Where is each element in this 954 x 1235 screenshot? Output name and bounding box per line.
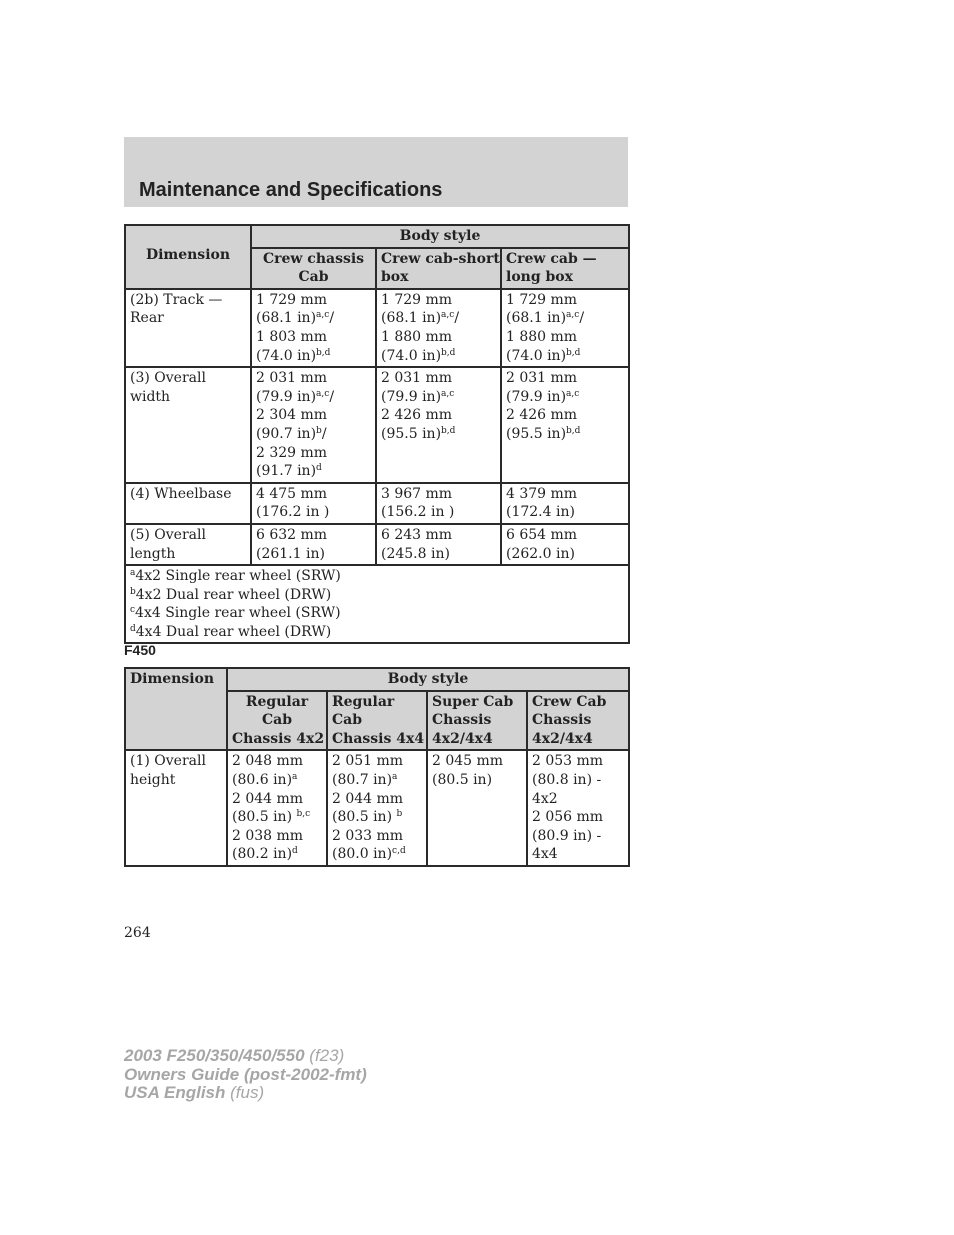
cell-line: [532, 752, 624, 771]
cell-value: (74.0 in): [381, 347, 442, 364]
table-cell: [527, 750, 629, 866]
cell-line: [232, 790, 322, 809]
table-cell: [376, 483, 501, 524]
cell-separator: /: [329, 388, 335, 405]
column-header: [251, 248, 376, 289]
footnote-ref: d: [292, 846, 298, 857]
footnote-ref: b,c: [296, 809, 311, 820]
footer-guide: Owners Guide (post-2002-fmt): [124, 1064, 367, 1084]
cell-line: [256, 485, 371, 504]
footer-line-2: [124, 1066, 367, 1085]
cell-line: [256, 347, 371, 366]
column-header-line: Cab: [332, 712, 363, 729]
cell-value: (79.9 in): [256, 388, 317, 405]
footnote-text: 4x4 Single rear wheel (SRW): [135, 605, 341, 622]
cell-line: [232, 845, 322, 864]
row-label: [125, 289, 251, 367]
cell-value: (68.1 in): [506, 310, 567, 327]
cell-value: 2 044 mm: [332, 790, 404, 807]
cell-value: 2 056 mm: [532, 809, 604, 826]
cell-line: [256, 545, 371, 564]
column-header: [501, 248, 629, 289]
cell-value: 4x4: [532, 846, 558, 863]
cell-value: (80.6 in): [232, 771, 293, 788]
cell-value: (74.0 in): [256, 347, 317, 364]
cell-value: (176.2 in ): [256, 504, 330, 521]
cell-line: [506, 347, 624, 366]
cell-line: [506, 369, 624, 388]
cell-value: 2 329 mm: [256, 444, 328, 461]
row-label-line: width: [130, 388, 171, 405]
footnote-ref: b: [316, 425, 322, 436]
table-cell: [501, 483, 629, 524]
cell-value: 2 048 mm: [232, 753, 304, 770]
cell-value: (79.9 in): [506, 388, 567, 405]
spec-table-body-styles: [124, 224, 630, 644]
body-style-header: Body style: [227, 668, 629, 691]
footer-language-code: (fus): [230, 1083, 265, 1102]
column-header-line: long box: [506, 269, 573, 286]
spec-table-f450: [124, 667, 630, 867]
table-cell: [251, 367, 376, 483]
cell-value: 2 051 mm: [332, 753, 404, 770]
section-title: Maintenance and Specifications: [139, 179, 443, 201]
cell-line: [506, 406, 624, 425]
cell-line: [256, 369, 371, 388]
footnote-ref: a,c: [441, 310, 455, 321]
cell-line: [432, 752, 522, 771]
table-cell: [376, 524, 501, 565]
table-cell: [251, 289, 376, 367]
cell-line: [432, 771, 522, 790]
cell-line: [256, 328, 371, 347]
cell-value: (90.7 in): [256, 425, 317, 442]
footnote-ref: c,d: [392, 846, 406, 857]
cell-line: [332, 752, 422, 771]
table-cell: [376, 367, 501, 483]
cell-line: [506, 485, 624, 504]
cell-value: (245.8 in): [381, 545, 450, 562]
row-label-line: (4) Wheelbase: [130, 485, 232, 502]
footnote-ref: b,d: [566, 425, 581, 436]
cell-line: [506, 309, 624, 328]
cell-line: [381, 425, 496, 444]
cell-separator: /: [454, 310, 460, 327]
column-header-line: 4x2/4x4: [432, 730, 493, 747]
cell-value: 2 031 mm: [506, 370, 578, 387]
footnote-mark: a: [130, 568, 136, 579]
cell-line: [381, 526, 496, 545]
cell-line: [381, 503, 496, 522]
cell-line: [506, 545, 624, 564]
column-header-line: Crew chassis: [262, 250, 365, 267]
cell-value: 6 632 mm: [256, 526, 328, 543]
cell-value: (80.2 in): [232, 846, 293, 863]
document-footer: [124, 1047, 367, 1103]
footnote-text: 4x4 Dual rear wheel (DRW): [135, 623, 332, 640]
column-header-line: box: [381, 269, 409, 286]
page-number: 264: [124, 925, 151, 941]
table-row: [125, 483, 629, 524]
cell-line: [256, 526, 371, 545]
cell-line: [381, 328, 496, 347]
cell-value: (74.0 in): [506, 347, 567, 364]
cell-value: 4 475 mm: [256, 485, 328, 502]
footer-model: 2003 F250/350/450/550: [124, 1046, 305, 1065]
footnote: [130, 604, 624, 623]
cell-line: [532, 790, 624, 809]
cell-line: [256, 425, 371, 444]
footer-line-1: [124, 1047, 367, 1066]
cell-line: [532, 827, 624, 846]
table-row: [125, 289, 629, 367]
cell-value: (95.5 in): [381, 425, 442, 442]
cell-value: 2 045 mm: [432, 753, 504, 770]
footnote-ref: b,d: [316, 347, 331, 358]
cell-value: (95.5 in): [506, 425, 567, 442]
footnote-ref: a,c: [566, 310, 580, 321]
footer-model-code: (f23): [309, 1046, 345, 1065]
footnote-ref: d: [316, 463, 322, 474]
cell-line: [256, 503, 371, 522]
cell-value: 1 729 mm: [506, 291, 578, 308]
cell-separator: /: [329, 310, 335, 327]
cell-value: (68.1 in): [256, 310, 317, 327]
cell-value: 1 880 mm: [506, 328, 578, 345]
footnote-ref: a,c: [441, 388, 455, 399]
cell-line: [232, 752, 322, 771]
column-header-line: Cab: [261, 712, 292, 729]
cell-value: (261.1 in): [256, 545, 325, 562]
cell-value: 2 031 mm: [256, 370, 328, 387]
table-row: [125, 367, 629, 483]
column-header-line: Chassis 4x2: [232, 730, 325, 747]
cell-value: (80.9 in) -: [532, 827, 602, 844]
cell-line: [332, 771, 422, 790]
column-header-line: 4x2/4x4: [532, 730, 593, 747]
row-label: [125, 524, 251, 565]
cell-line: [381, 545, 496, 564]
cell-line: [332, 827, 422, 846]
cell-value: (80.5 in): [232, 809, 297, 826]
footnote-mark: b: [130, 586, 136, 597]
cell-value: 6 654 mm: [506, 526, 578, 543]
footer-language: USA English: [124, 1083, 226, 1102]
footnote-mark: d: [130, 623, 136, 634]
table-cell: [376, 289, 501, 367]
cell-line: [232, 808, 322, 827]
row-label: [125, 750, 227, 866]
cell-line: [256, 291, 371, 310]
cell-value: (156.2 in ): [381, 504, 455, 521]
cell-line: [332, 808, 422, 827]
table-row: [125, 524, 629, 565]
body-style-header: Body style: [251, 225, 629, 248]
cell-line: [256, 309, 371, 328]
cell-value: (262.0 in): [506, 545, 575, 562]
row-label-line: (5) Overall: [130, 526, 206, 543]
dimension-header: Dimension: [125, 225, 251, 289]
row-label-line: length: [130, 545, 176, 562]
column-header-line: Crew cab-short: [381, 250, 500, 267]
cell-value: 1 880 mm: [381, 328, 453, 345]
row-label: [125, 367, 251, 483]
cell-line: [232, 771, 322, 790]
row-label-line: height: [130, 771, 176, 788]
cell-line: [381, 309, 496, 328]
column-header-line: Regular: [245, 693, 309, 710]
column-header-line: Chassis: [432, 712, 492, 729]
column-header-line: Super Cab: [432, 693, 514, 710]
cell-value: (80.8 in) -: [532, 771, 602, 788]
footnote-text: 4x2 Single rear wheel (SRW): [135, 568, 341, 585]
cell-line: [381, 369, 496, 388]
column-header-line: Chassis: [532, 712, 592, 729]
cell-value: 1 729 mm: [381, 291, 453, 308]
column-header: [327, 691, 427, 751]
cell-line: [506, 328, 624, 347]
cell-line: [381, 388, 496, 407]
footnote-ref: b,d: [566, 347, 581, 358]
cell-value: (172.4 in): [506, 504, 575, 521]
cell-line: [532, 771, 624, 790]
cell-value: (80.0 in): [332, 846, 393, 863]
table-cell: [427, 750, 527, 866]
cell-value: 6 243 mm: [381, 526, 453, 543]
row-label-line: (1) Overall: [130, 753, 206, 770]
cell-line: [256, 462, 371, 481]
cell-value: (80.5 in): [432, 771, 493, 788]
column-header: [427, 691, 527, 751]
cell-line: [506, 388, 624, 407]
column-header-line: Cab: [298, 269, 329, 286]
cell-line: [506, 503, 624, 522]
row-label: [125, 483, 251, 524]
table-cell: [251, 524, 376, 565]
table-cell: [227, 750, 327, 866]
cell-line: [532, 808, 624, 827]
row-label-line: Rear: [130, 310, 164, 327]
cell-line: [256, 444, 371, 463]
cell-line: [381, 406, 496, 425]
table-cell: [501, 524, 629, 565]
cell-line: [332, 845, 422, 864]
cell-value: 1 729 mm: [256, 291, 328, 308]
cell-line: [381, 347, 496, 366]
footnote-ref: b,d: [441, 425, 456, 436]
footnote-ref: b,d: [441, 347, 456, 358]
column-header-line: Chassis 4x4: [332, 730, 425, 747]
cell-line: [381, 291, 496, 310]
footnote-ref: a: [292, 771, 298, 782]
dimension-header: Dimension: [125, 668, 227, 750]
footnote-ref: b: [396, 809, 403, 820]
footnote-ref: a: [392, 771, 398, 782]
cell-value: 4x2: [532, 790, 558, 807]
table-cell: [251, 483, 376, 524]
column-header-line: Crew cab —: [506, 250, 597, 267]
cell-value: 2 426 mm: [506, 407, 578, 424]
cell-value: 2 031 mm: [381, 370, 453, 387]
cell-value: (80.7 in): [332, 771, 393, 788]
table-cell: [501, 367, 629, 483]
table-row: [125, 750, 629, 866]
footnote: [130, 567, 624, 586]
cell-value: 2 053 mm: [532, 753, 604, 770]
cell-value: (80.5 in): [332, 809, 397, 826]
cell-value: 4 379 mm: [506, 485, 578, 502]
footnote-ref: a,c: [316, 310, 330, 321]
f450-section-label: F450: [124, 642, 156, 658]
footnote-ref: a,c: [316, 388, 330, 399]
cell-separator: /: [579, 310, 585, 327]
footnote: [130, 586, 624, 605]
table-cell: [501, 289, 629, 367]
cell-value: 2 304 mm: [256, 407, 328, 424]
cell-value: 3 967 mm: [381, 485, 453, 502]
cell-value: (68.1 in): [381, 310, 442, 327]
table-cell: [327, 750, 427, 866]
column-header: [527, 691, 629, 751]
footnote-mark: c: [130, 605, 136, 616]
cell-line: [232, 827, 322, 846]
footnote-text: 4x2 Dual rear wheel (DRW): [135, 586, 332, 603]
cell-line: [256, 406, 371, 425]
cell-line: [506, 291, 624, 310]
cell-line: [381, 485, 496, 504]
footnote: [130, 623, 624, 642]
cell-line: [532, 845, 624, 864]
footer-line-3: [124, 1084, 367, 1103]
cell-line: [332, 790, 422, 809]
cell-line: [256, 388, 371, 407]
column-header: [227, 691, 327, 751]
footnotes-row: [125, 565, 629, 643]
footnote-ref: a,c: [566, 388, 580, 399]
row-label-line: (2b) Track —: [130, 291, 223, 308]
footnotes-cell: [125, 565, 629, 643]
column-header: [376, 248, 501, 289]
section-header-band: [124, 137, 628, 207]
cell-value: 2 044 mm: [232, 790, 304, 807]
cell-value: (91.7 in): [256, 463, 317, 480]
cell-line: [506, 526, 624, 545]
column-header-line: Regular: [332, 693, 395, 710]
cell-line: [506, 425, 624, 444]
cell-value: 1 803 mm: [256, 328, 328, 345]
column-header-line: Crew Cab: [532, 693, 607, 710]
row-label-line: (3) Overall: [130, 370, 206, 387]
cell-value: (79.9 in): [381, 388, 442, 405]
cell-value: 2 038 mm: [232, 827, 304, 844]
cell-value: 2 426 mm: [381, 407, 453, 424]
cell-separator: /: [321, 425, 327, 442]
cell-value: 2 033 mm: [332, 827, 404, 844]
